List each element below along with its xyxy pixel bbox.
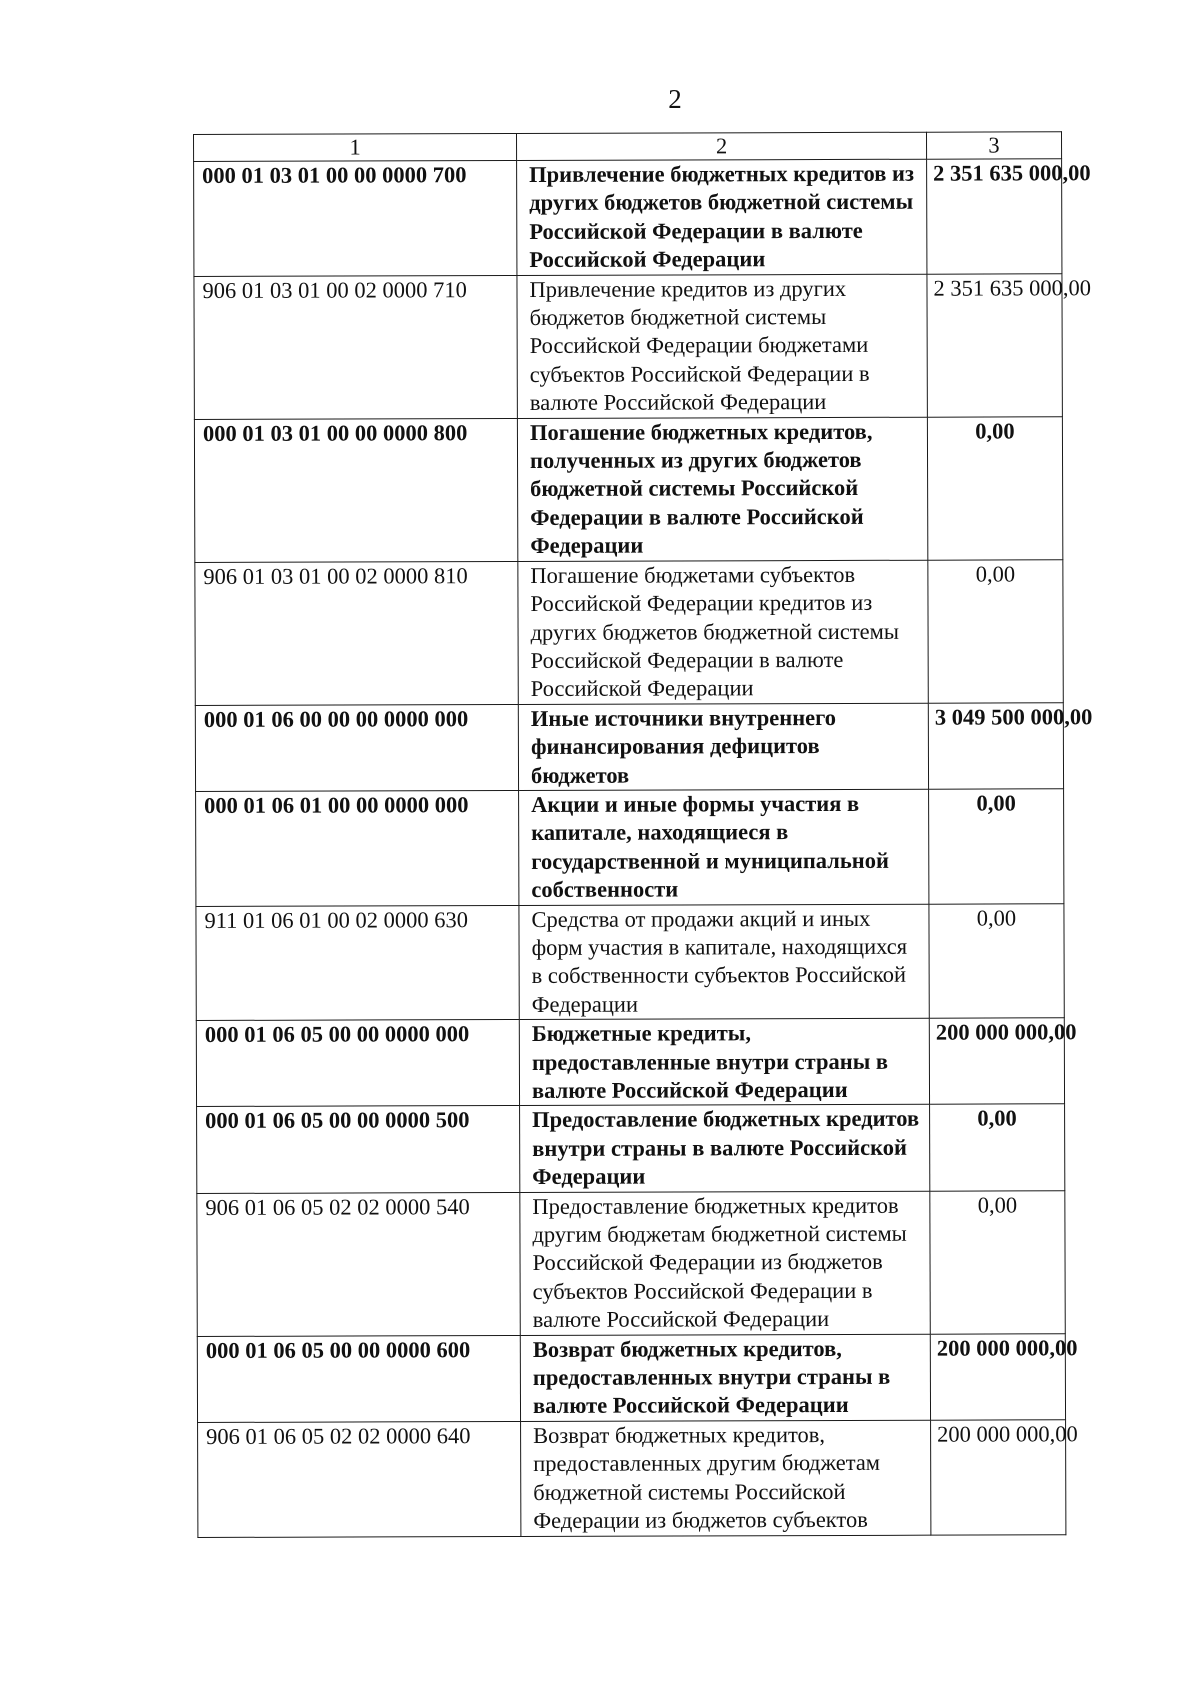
row-code: 000 01 06 05 00 00 0000 600 [197,1335,520,1422]
row-name: Предоставление бюджетных кредитов другим бюджетам бюджетной системы Российской Федерации из бюджетов субъектов Российской Федерации в валюте Российской Федерации [520,1191,930,1335]
row-code: 000 01 03 01 00 00 0000 800 [194,418,517,562]
table-row [196,1018,1064,1107]
row-amount: 0,00 [929,789,1064,904]
row-code: 000 01 06 05 00 00 0000 500 [197,1106,520,1193]
budget-sources-table [193,131,1093,1537]
row-code: 906 01 03 01 00 02 0000 710 [194,275,517,419]
row-name: Привлечение кредитов из других бюджетов бюджетной системы Российской Федерации бюджетами субъектов Российской Федерации в валюте Российской Федерации [517,274,927,418]
row-name: Акции и иные формы участия в капитале, находящиеся в государственной и муниципальной собственности [519,789,929,905]
page-number: 2 [668,84,682,114]
row-code: 000 01 06 01 00 00 0000 000 [196,790,519,906]
row-name: Возврат бюджетных кредитов, предоставленных внутри страны в валюте Российской Федерации [520,1334,930,1422]
table-row [198,1420,1066,1537]
column-header-amount: 3 [926,132,1061,159]
row-amount: 2 351 635 000,00 [927,159,1062,274]
row-name: Привлечение бюджетных кредитов из других бюджетов бюджетной системы Российской Федерации в валюте Российской Федерации [517,159,927,275]
row-amount: 2 351 635 000,00 [927,273,1062,416]
row-name: Иные источники внутреннего финансирования дефицитов бюджетов [518,703,928,791]
row-amount: 0,00 [928,559,1063,702]
row-name: Возврат бюджетных кредитов, предоставленных другим бюджетам бюджетной системы Российской Федерации из бюджетов субъектов [521,1420,931,1536]
row-amount: 200 000 000,00 [931,1420,1066,1535]
row-code: 000 01 06 00 00 00 0000 000 [195,704,518,791]
table-row [194,273,1062,419]
row-amount: 0,00 [929,903,1064,1018]
row-name: Бюджетные кредиты, предоставленные внутри страны в валюте Российской Федерации [519,1018,929,1106]
table-row [197,1333,1065,1422]
row-amount: 200 000 000,00 [930,1333,1065,1420]
table-row [195,702,1063,791]
row-amount: 0,00 [930,1104,1065,1191]
table-row [197,1190,1065,1336]
row-code: 906 01 03 01 00 02 0000 810 [195,561,518,705]
table-row [194,416,1062,562]
column-header-name: 2 [517,132,927,160]
table-row [196,789,1064,906]
table-header-row [194,132,1062,162]
row-amount: 3 049 500 000,00 [928,702,1063,789]
table-row [197,1104,1065,1193]
row-code: 911 01 06 01 00 02 0000 630 [196,905,519,1021]
row-amount: 0,00 [927,416,1062,559]
column-header-code: 1 [194,133,517,161]
row-amount: 0,00 [930,1190,1065,1333]
table-row [195,559,1063,705]
row-code: 906 01 06 05 02 02 0000 540 [197,1192,520,1336]
row-code: 906 01 06 05 02 02 0000 640 [198,1421,521,1537]
row-name: Погашение бюджетами субъектов Российской Федерации кредитов из других бюджетов бюджетной системы Российской Федерации в валюте Российской Федерации [518,560,928,704]
row-name: Средства от продажи акций и иных форм участия в капитале, находящихся в собственности субъектов Российской Федерации [519,904,929,1020]
row-code: 000 01 03 01 00 00 0000 700 [194,160,517,276]
row-name: Предоставление бюджетных кредитов внутри страны в валюте Российской Федерации [520,1105,930,1193]
table-row [194,159,1062,276]
row-name: Погашение бюджетных кредитов, полученных из других бюджетов бюджетной системы Российской Федерации в валюте Российской Федерации [517,417,927,561]
table-row [196,903,1064,1020]
row-code: 000 01 06 05 00 00 0000 000 [196,1020,519,1107]
row-amount: 200 000 000,00 [929,1018,1064,1105]
